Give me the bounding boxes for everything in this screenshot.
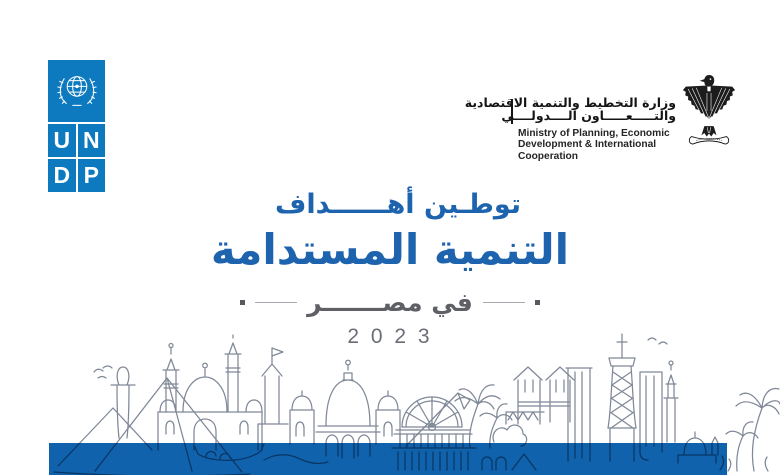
location-text: في مصـــــــر <box>307 288 473 318</box>
title-arabic-line1: توطـين أهــــــداف <box>274 189 521 220</box>
ministry-english-line1: Ministry of Planning, Economic <box>518 127 670 139</box>
undp-logo <box>48 60 105 192</box>
ministry-arabic-line1: وزارة التخطيط والتنمية الاقتصادية <box>464 95 676 110</box>
undp-letter-u: U <box>48 124 76 157</box>
minaret-icon <box>664 361 678 442</box>
pitched-roof-towers-icon <box>493 367 574 446</box>
undp-letter-n: N <box>78 124 106 157</box>
ministry-arabic-line2: والتـــــعـــــاون الــــدولــــي <box>501 108 676 124</box>
un-globe-laurel-icon <box>48 60 105 122</box>
ministry-english-line3: Cooperation <box>518 150 578 162</box>
title-arabic-line2: التنمية المستدامة <box>210 224 570 274</box>
square-bullet-left <box>240 300 245 305</box>
far-right-palms-icon <box>720 389 780 471</box>
year-text: 2 0 2 3 <box>347 325 433 349</box>
title-block <box>0 188 780 349</box>
ministry-text-block <box>464 84 676 162</box>
dash-rule-right <box>483 302 525 304</box>
location-line <box>0 288 780 318</box>
birds-right-icon <box>648 338 667 344</box>
egypt-eagle-icon <box>680 72 738 150</box>
footer-blue-band <box>49 443 727 475</box>
square-bullet-right <box>535 300 540 305</box>
ministry-logo <box>464 84 738 162</box>
undp-letter-p: P <box>78 159 106 192</box>
cairo-tower-icon <box>608 334 636 461</box>
birds-icon <box>94 366 112 378</box>
undp-letter-grid <box>48 124 105 192</box>
un-emblem-svg <box>54 68 100 114</box>
undp-letter-d: D <box>48 159 76 192</box>
ministry-english-line2: Development & International <box>518 139 657 151</box>
dash-rule-left <box>255 302 297 304</box>
